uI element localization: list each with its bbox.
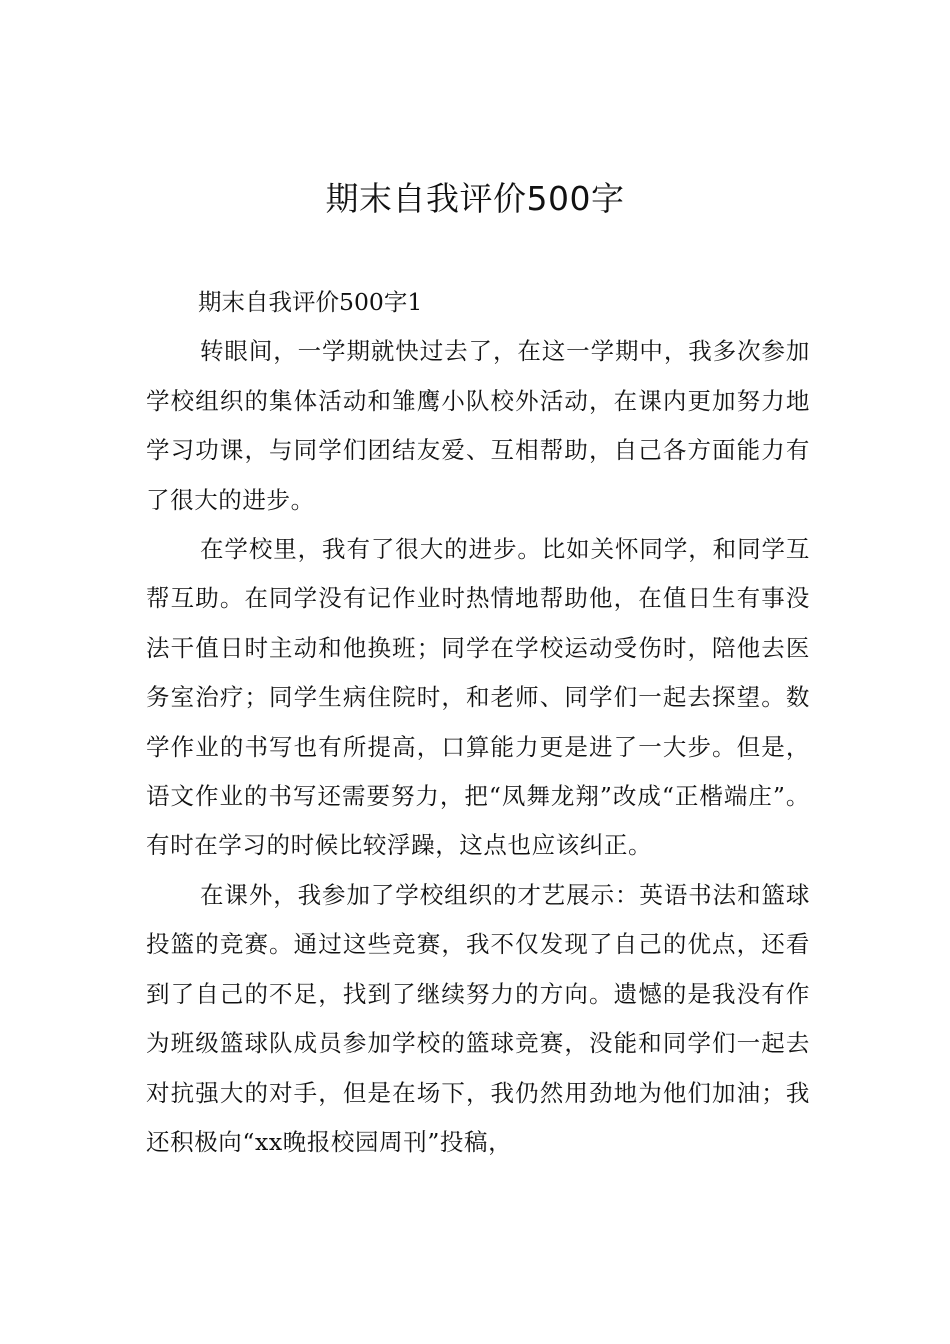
paragraph-2: 在学校里，我有了很大的进步。比如关怀同学，和同学互帮互助。在同学没有记作业时热情地帮助他，在值日生有事没法干值日时主动和他换班；同学在学校运动受伤时，陪他去医务室治疗；同学生病住院时，和老师、同学们一起去探望。数学作业的书写也有所提高，口算能力更是进了一大步。但是，语文作业的书写还需要努力，把“凤舞龙翔”改成“正楷端庄”。有时在学习的时候比较浮躁，这点也应该纠正。 — [146, 535, 810, 860]
document-body — [146, 278, 810, 1167]
paragraph-1: 转眼间，一学期就快过去了，在这一学期中，我多次参加学校组织的集体活动和雏鹰小队校外活动，在课内更加努力地学习功课，与同学们团结友爱、互相帮助，自己各方面能力有了很大的进步。 — [146, 337, 810, 514]
paragraph-3: 在课外，我参加了学校组织的才艺展示：英语书法和篮球投篮的竞赛。通过这些竞赛，我不仅发现了自己的优点，还看到了自己的不足，找到了继续努力的方向。遗憾的是我没有作为班级篮球队成员参加学校的篮球竞赛，没能和同学们一起去对抗强大的对手，但是在场下，我仍然用劲地为他们加油；我还积极向“xx晚报校园周刊”投稿， — [146, 880, 810, 1156]
document-title: 期末自我评价500字 — [325, 179, 625, 218]
section-heading: 期末自我评价500字1 — [198, 288, 423, 316]
